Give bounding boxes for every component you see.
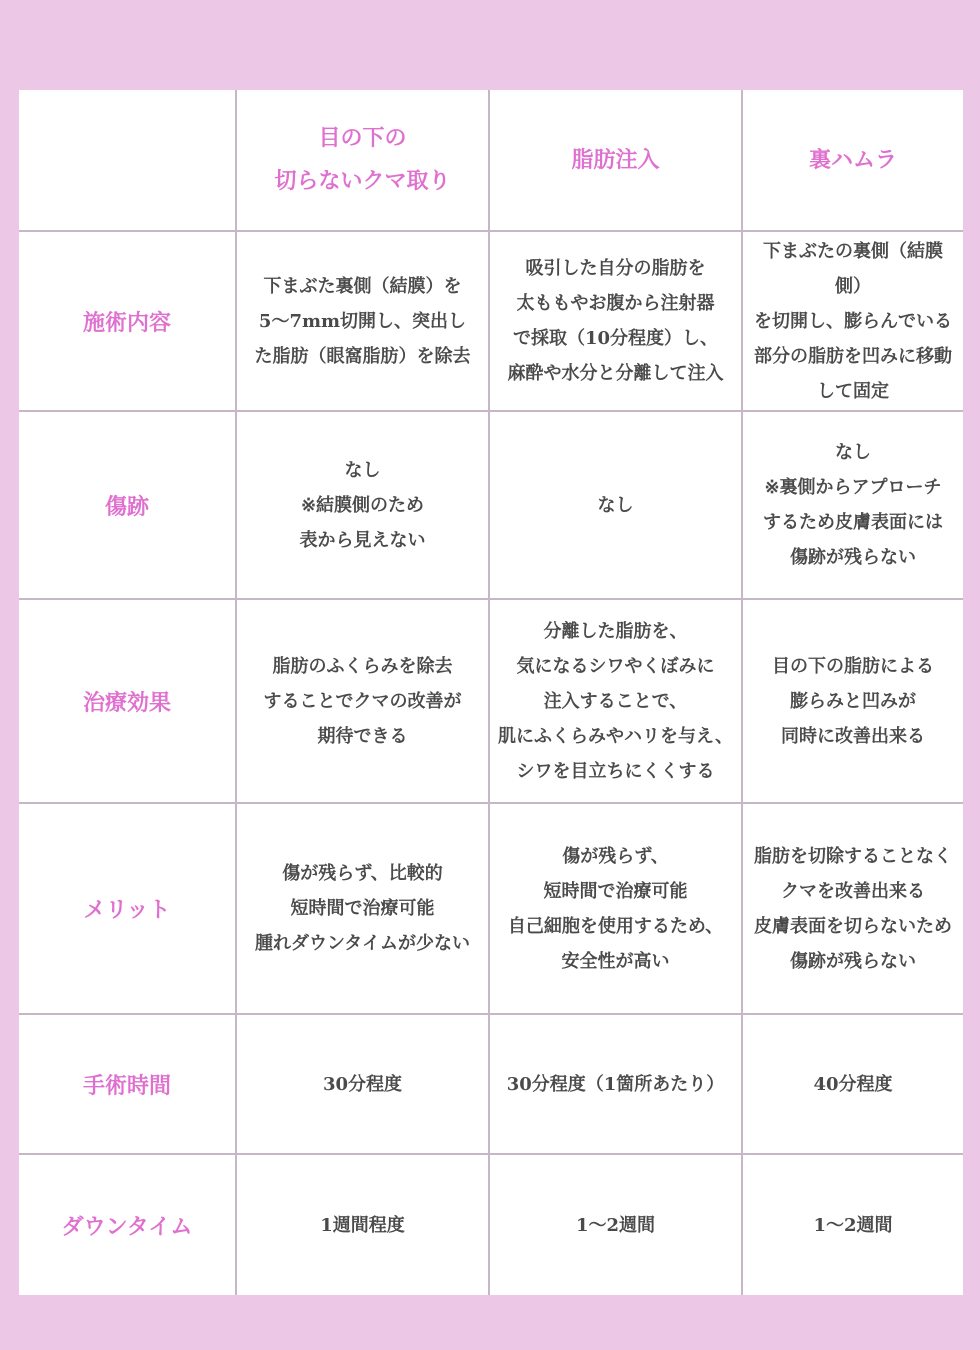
table-cell: なし ※裏側からアプローチ するため皮膚表面には 傷跡が残らない [743,412,963,600]
table-cell: なし ※結膜側のため 表から見えない [237,412,490,600]
table-cell: 下まぶた裏側（結膜）を 5〜7mm切開し、突出し た脂肪（眼窩脂肪）を除去 [237,232,490,412]
table-cell: 分離した脂肪を、 気になるシワやくぼみに 注入することで、 肌にふくらみやハリを与え、 シワを目立ちにくくする [490,600,743,804]
table-cell: 下まぶたの裏側（結膜側） を切開し、膨らんでいる 部分の脂肪を凹みに移動 して固定 [743,232,963,412]
row-label-downtime: ダウンタイム [19,1155,237,1295]
table-cell: 脂肪のふくらみを除去 することでクマの改善が 期待できる [237,600,490,804]
header-col-ura-hamura: 裏ハムラ [743,90,963,232]
table-cell: 30分程度（1箇所あたり） [490,1015,743,1155]
row-label-effect: 治療効果 [19,600,237,804]
table-cell: 1週間程度 [237,1155,490,1295]
row-label-scar: 傷跡 [19,412,237,600]
row-label-surgery-time: 手術時間 [19,1015,237,1155]
header-col-kuma-tori: 目の下の 切らないクマ取り [237,90,490,232]
table-cell: 30分程度 [237,1015,490,1155]
table-cell: 吸引した自分の脂肪を 太ももやお腹から注射器 で採取（10分程度）し、 麻酔や水分と分離して注入 [490,232,743,412]
table-cell: 傷が残らず、比較的 短時間で治療可能 腫れダウンタイムが少ない [237,804,490,1015]
table-cell: 傷が残らず、 短時間で治療可能 自己細胞を使用するため、 安全性が高い [490,804,743,1015]
header-corner-cell [19,90,237,232]
table-cell: 1〜2週間 [813,1214,893,1236]
row-label-procedure: 施術内容 [19,232,237,412]
table-cell: 40分程度 [743,1015,963,1155]
table-cell: なし [490,412,743,600]
header-col-fat-injection: 脂肪注入 [490,90,743,232]
table-cell: 目の下の脂肪による 膨らみと凹みが 同時に改善出来る [743,600,963,804]
comparison-table [19,90,963,1295]
table-cell: 1〜2週間 [490,1155,743,1295]
row-label-merit: メリット [19,804,237,1015]
table-cell: 脂肪を切除することなく クマを改善出来る 皮膚表面を切らないため 傷跡が残らない [743,804,963,1015]
